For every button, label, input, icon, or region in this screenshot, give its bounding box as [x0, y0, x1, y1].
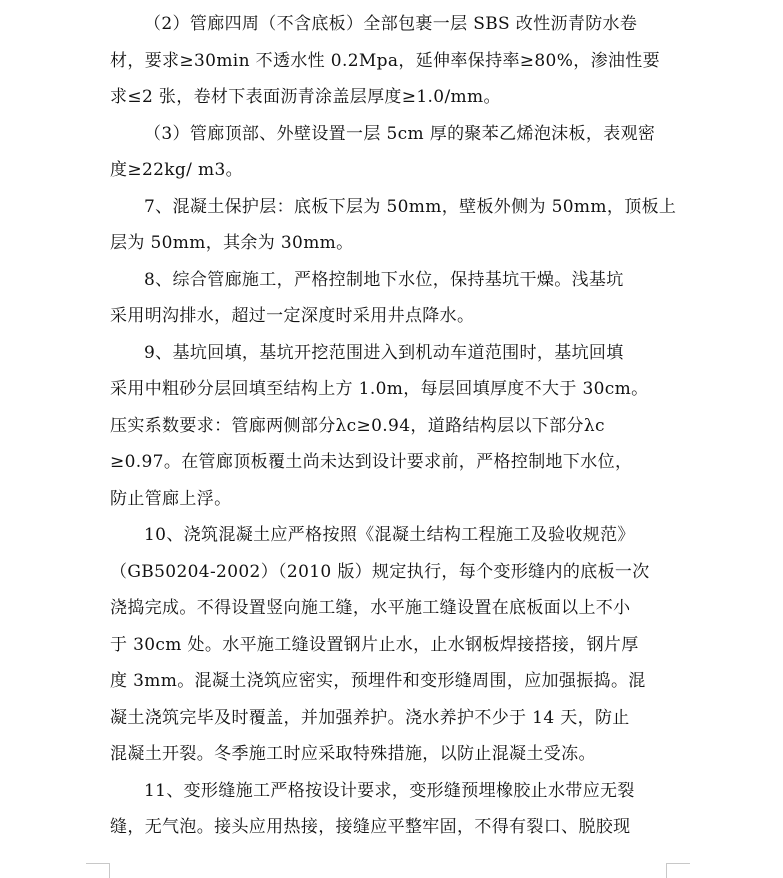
text-line: 凝土浇筑完毕及时覆盖，并加强养护。浇水养护不少于 14 天，防止	[110, 707, 630, 728]
page-corner-mark-right	[666, 863, 690, 864]
paragraph-concrete-cover	[110, 189, 677, 262]
text-line: 度≥22kg/ m3。	[110, 160, 243, 180]
text-line: 于 30cm 处。水平施工缝设置钢片止水，止水钢板焊接搭接，钢片厚	[110, 634, 639, 655]
paragraph-deformation-joint	[110, 773, 666, 846]
text-line: （3）管廊顶部、外壁设置一层 5cm 厚的聚苯乙烯泡沫板，表观密	[144, 123, 656, 144]
text-line: 压实系数要求：管廊两侧部分λc≥0.94，道路结构层以下部分λc	[110, 415, 605, 436]
document-body	[110, 6, 677, 846]
text-line: 8、综合管廊施工，严格控制地下水位，保持基坑干燥。浅基坑	[144, 269, 624, 290]
paragraph-foam-board	[110, 116, 666, 189]
text-line: 材，要求≥30min 不透水性 0.2Mpa，延伸率保持率≥80%，渗油性要	[110, 50, 660, 71]
text-line: 防止管廊上浮。	[110, 488, 232, 509]
text-line: 11、变形缝施工严格按设计要求，变形缝预埋橡胶止水带应无裂	[144, 780, 635, 801]
paragraph-groundwater-control	[110, 262, 666, 335]
text-line: 9、基坑回填，基坑开挖范围进入到机动车道范围时，基坑回填	[144, 342, 624, 363]
page-corner-mark-left	[86, 863, 110, 864]
text-line: 10、浇筑混凝土应严格按照《混凝土结构工程施工及验收规范》	[144, 525, 635, 545]
paragraph-backfill	[110, 335, 666, 518]
paragraph-waterproof-membrane	[110, 6, 666, 116]
page-corner-mark-right	[666, 863, 667, 878]
text-line: 混凝土开裂。冬季施工时应采取特殊措施，以防止混凝土受冻。	[110, 744, 596, 764]
text-line: 层为 50mm，其余为 30mm。	[110, 233, 354, 253]
paragraph-concrete-pouring	[110, 517, 666, 773]
text-line: 缝，无气泡。接头应用热接，接缝应平整牢固，不得有裂口、脱胶现	[110, 817, 631, 837]
text-line: （GB50204-2002）（2010 版）规定执行，每个变形缝内的底板一次	[110, 561, 650, 582]
text-line: （2）管廊四周（不含底板）全部包裹一层 SBS 改性沥青防水卷	[144, 14, 638, 34]
text-line: 度 3mm。混凝土浇筑应密实，预埋件和变形缝周围，应加强振捣。混	[110, 671, 646, 691]
text-line: ≥0.97。在管廊顶板覆土尚未达到设计要求前，严格控制地下水位，	[110, 452, 633, 472]
text-line: 采用中粗砂分层回填至结构上方 1.0m，每层回填厚度不大于 30cm。	[110, 379, 649, 399]
text-line: 采用明沟排水，超过一定深度时采用井点降水。	[110, 306, 475, 326]
text-line: 浇捣完成。不得设置竖向施工缝，水平施工缝设置在底板面以上不小	[110, 598, 631, 618]
text-line: 求≤2 张，卷材下表面沥青涂盖层厚度≥1.0/mm。	[110, 87, 501, 107]
page-corner-mark-left	[109, 863, 110, 878]
text-line: 7、混凝土保护层：底板下层为 50mm，壁板外侧为 50mm，顶板上	[144, 196, 677, 217]
